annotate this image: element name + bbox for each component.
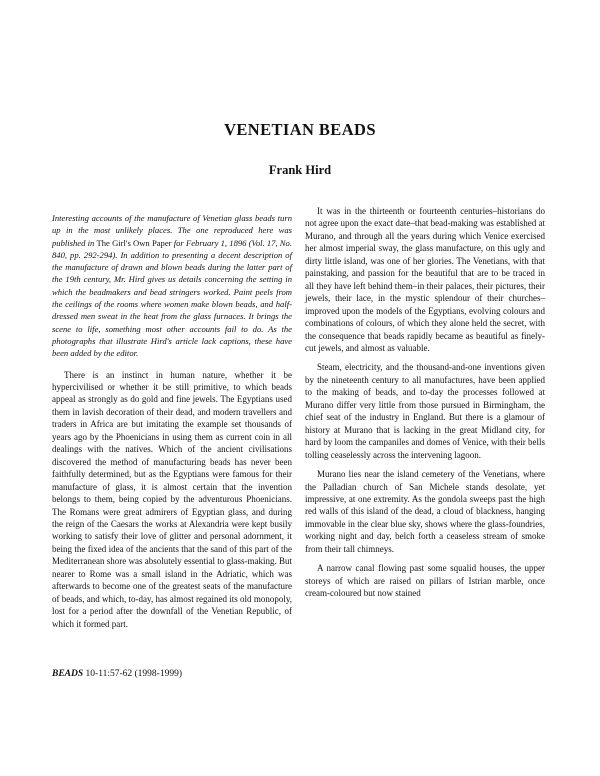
author-name: Frank Hird bbox=[268, 163, 332, 177]
article-title: VENETIAN BEADS bbox=[224, 120, 376, 139]
left-column bbox=[52, 212, 292, 630]
body-paragraph: Steam, electricity, and the thousand-and-one inventions given by the nineteenth century to all manufactures, have been applied to the making of beads, and to-day the processes followed at Murano differ very little from those pursued in Birmingham, the chief seat of the industry in England. But there is a glamour of history at Murano that is lacking in the great Midland city, for hard by loom the campaniles and domes of Venice, with their bells tolling ceaselessly across the intervening lagoon. bbox=[305, 362, 545, 460]
intro-text-1: Interesting accounts of the manufacture of Venetian glass beads turn up in the most unlikely places. The one reproduced here was published in bbox=[52, 213, 292, 248]
citation-details: 10-11:57-62 (1998-1999) bbox=[83, 669, 183, 679]
journal-citation bbox=[52, 669, 182, 679]
body-paragraph: A narrow canal flowing past some squalid houses, the upper storeys of which are raised on pillars of Istrian marble, once cream-coloured but now stained bbox=[305, 563, 545, 599]
journal-name: BEADS bbox=[52, 669, 84, 679]
intro-text-2: for February 1, 1896 (Vol. 17, No. 840, pp. 292-294). In addition to presenting a decent description of the manufacture of drawn and blown beads during the latter part of the 19th century, Mr. Hird gives us details concerning the setting in which the beadmakers and bead stringers worked. Paint peels from the ceilings of the rooms where women make blown beads, and half-dressed men sweat in the heat from the glass furnaces. It brings the scene to life, something most other accounts fail to do. As the photographs that illustrate Hird's article lack captions, these have been added by the editor. bbox=[52, 237, 292, 359]
intro-publication: The Girl's Own Paper bbox=[96, 237, 172, 248]
body-paragraph: Murano lies near the island cemetery of the Venetians, where the Palladian church of San Michele stands desolate, yet impressive, at one extremity. As the gondola sweeps past the high red walls of this island of the dead, a cloud of blackness, hanging immovable in the clear blue sky, shows where the glass-foundries, working night and day, belch forth a ceaseless stream of smoke from their tall chimneys. bbox=[305, 469, 545, 554]
body-paragraph: It was in the thirteenth or fourteenth centuries–historians do not agree upon the exact date–that bead-making was established at Murano, and through all the years during which Venice exercised her almost imperial sway, the glass manufacture, on this ugly and dirty little island, was one of her glories. The Venetians, with that painstaking, and passion for the beautiful that are to be traced in all they have left behind them–in their palaces, their pictures, their jewels, their lace, in the mystic splendour of their churches–improved upon the models of the Egyptians, evolving colours and combinations of colours, of which they alone held the secret, with the consequence that beads rapidly became as beautiful as finely-cut jewels, and almost as valuable. bbox=[305, 206, 545, 353]
editor-introduction bbox=[52, 212, 292, 360]
right-column bbox=[305, 205, 545, 600]
body-paragraph: There is an instinct in human nature, whether it be hypercivilised or whether it be still primitive, to which beads appeal as strongly as do gold and fine jewels. The Egyptians used them in lavish decoration of their dead, and modern travellers and traders in Africa are but imitating the example set thousands of years ago by the Phoenicians in using them as current coin in all dealings with the natives. Which of the ancient civilisations discovered the method of manufacturing beads has never been faithfully determined, but as the Egyptians were famous for their manufacture of glass, it is almost certain that the invention belongs to them, being copied by the adventurous Phoenicians. The Romans were great admirers of Egyptian glass, and during the reign of the Caesars the works at Alexandria were kept busily working to satisfy their love of glitter and personal adornment, it being the fixed idea of the ancients that the sand of this part of the Mediterranean shore was absolutely essential to glass-making. But nearer to Rome was a small island in the Adriatic, which was afterwards to become one of the greatest seats of the manufacture of beads, and which, to-day, has almost regained its old monopoly, lost for a period after the downfall of the Venetian Republic, of which it formed part. bbox=[52, 369, 292, 629]
